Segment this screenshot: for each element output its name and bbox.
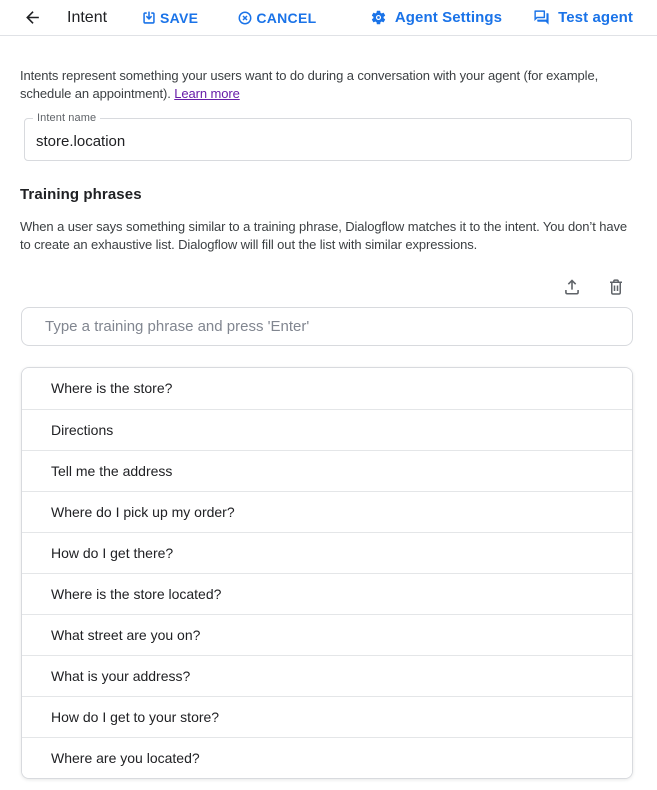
trash-icon[interactable] bbox=[606, 277, 626, 297]
training-phrase-row[interactable]: Where are you located? bbox=[22, 737, 632, 778]
learn-more-link[interactable]: Learn more bbox=[174, 86, 240, 101]
training-phrase-row[interactable]: What street are you on? bbox=[22, 614, 632, 655]
arrow-back-icon bbox=[23, 8, 42, 27]
training-phrase-row[interactable]: Where is the store located? bbox=[22, 573, 632, 614]
training-phrase-row[interactable]: Where do I pick up my order? bbox=[22, 491, 632, 532]
cancel-button[interactable] bbox=[237, 10, 316, 26]
training-phrase-row[interactable]: Tell me the address bbox=[22, 450, 632, 491]
training-phrase-input-wrap bbox=[21, 307, 633, 346]
save-label: SAVE bbox=[160, 9, 199, 26]
page-title: Intent bbox=[67, 8, 108, 26]
intent-name-input[interactable] bbox=[25, 119, 631, 160]
top-toolbar bbox=[0, 0, 657, 36]
agent-settings-label: Agent Settings bbox=[394, 9, 503, 26]
training-phrase-row[interactable]: Directions bbox=[22, 409, 632, 450]
training-phrase-row[interactable]: How do I get to your store? bbox=[22, 696, 632, 737]
intent-name-label: Intent name bbox=[33, 112, 100, 124]
back-button[interactable] bbox=[20, 6, 44, 30]
training-phrases-heading: Training phrases bbox=[20, 186, 142, 203]
training-phrase-row[interactable]: How do I get there? bbox=[22, 532, 632, 573]
training-phrase-input[interactable] bbox=[22, 318, 632, 335]
training-phrases-description: When a user says something similar to a training phrase, Dialogflow matches it to the intent. You don’t have to create an exhaustive list. Dialogflow will fill out the list with similar expressions. bbox=[20, 219, 628, 252]
training-phrase-list bbox=[21, 367, 633, 779]
cancel-icon bbox=[237, 10, 253, 26]
intent-name-field[interactable] bbox=[24, 112, 632, 161]
save-button[interactable] bbox=[141, 10, 198, 26]
upload-icon[interactable] bbox=[562, 277, 582, 297]
test-agent-button[interactable] bbox=[533, 9, 633, 26]
agent-settings-button[interactable] bbox=[370, 9, 502, 26]
training-phrase-row[interactable]: Where is the store? bbox=[22, 368, 632, 409]
save-icon bbox=[141, 10, 157, 26]
cancel-label: CANCEL bbox=[256, 9, 317, 26]
intent-description-text: Intents represent something your users want to do during a conversation with your agent (for example, schedule an appointment). bbox=[20, 68, 599, 101]
intent-description bbox=[20, 67, 640, 103]
gear-icon bbox=[370, 9, 387, 26]
test-agent-label: Test agent bbox=[558, 9, 633, 26]
training-phrases-toolbar bbox=[0, 277, 626, 297]
chat-forum-icon bbox=[533, 9, 550, 26]
training-phrase-row[interactable]: What is your address? bbox=[22, 655, 632, 696]
